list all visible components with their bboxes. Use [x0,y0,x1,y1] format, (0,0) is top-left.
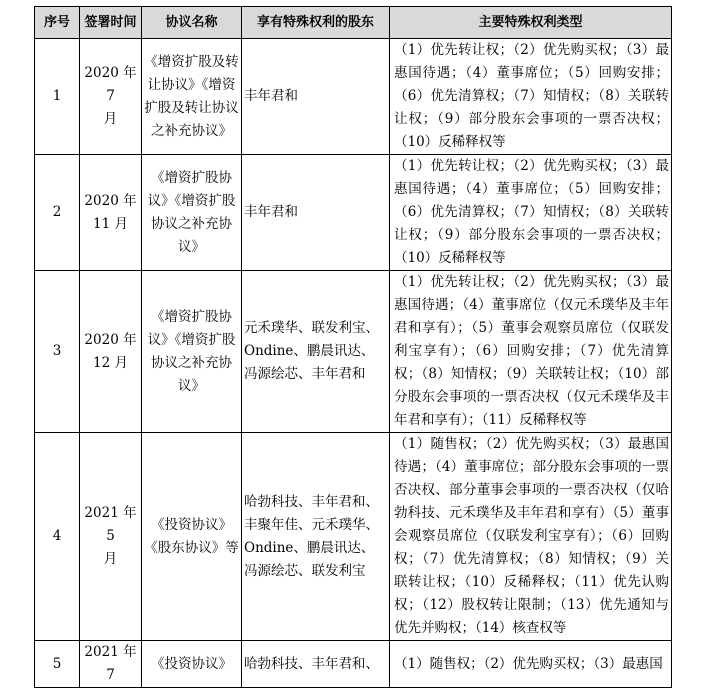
header-agreement: 协议名称 [142,7,242,39]
row-holders: 丰年君和 [242,155,390,271]
row-no: 4 [35,433,80,641]
special-rights-table [34,6,672,688]
row-holders: 哈勃科技、丰年君和、丰聚年佳、元禾璞华、Ondine、鹏晨讯达、冯源绘芯、联发利宝 [242,433,390,641]
row-agreement: 《增资扩股及转 让协议》《增资 扩股及转让协议 之补充协议》 [142,39,242,155]
row-no: 1 [35,39,80,155]
table-row [35,271,672,433]
row-holders: 哈勃科技、丰年君和、 [242,641,390,688]
table-row [35,433,672,641]
row-holders: 元禾璞华、联发利宝、Ondine、鹏晨讯达、冯源绘芯、丰年君和 [242,271,390,433]
header-no: 序号 [35,7,80,39]
table-row [35,39,672,155]
row-rights: （1）优先转让权；（2）优先购买权；（3）最惠国待遇；（4）董事席位；（5）回购安排；（6）优先清算权；（7）知情权；（8）关联转让权；（9）部分股东会事项的一票否决权；（10）反稀释权等 [390,39,672,155]
row-agreement: 《增资扩股协 议》《增资扩股 协议之补充协 议》 [142,271,242,433]
row-no: 5 [35,641,80,688]
header-date: 签署时间 [80,7,142,39]
header-holders: 享有特殊权利的股东 [242,7,390,39]
row-rights: （1）随售权；（2）优先购买权；（3）最惠国 [390,641,672,688]
row-date: 2020 年 11 月 [80,155,142,271]
row-date: 2021 年 7 [80,641,142,688]
row-agreement: 《投资协议》 《股东协议》等 [142,433,242,641]
row-agreement: 《投资协议》 [142,641,242,688]
row-agreement: 《增资扩股协 议》《增资扩股 协议之补充协 议》 [142,155,242,271]
row-rights: （1）优先转让权；（2）优先购买权；（3）最惠国待遇；（4）董事席位（仅元禾璞华及丰年君和享有）；（5）董事会观察员席位（仅联发利宝享有）；（6）回购安排；（7）优先清算权；（8）知情权；（9）关联转让权；（10）部分股东会事项的一票否决权（仅元禾璞华及丰年君和享有）；（11）反稀释权等 [390,271,672,433]
table-row [35,641,672,688]
row-holders: 丰年君和 [242,39,390,155]
header-rights: 主要特殊权利类型 [390,7,672,39]
table-row [35,155,672,271]
row-rights: （1）优先转让权；（2）优先购买权；（3）最惠国待遇；（4）董事席位；（5）回购安排；（6）优先清算权；（7）知情权；（8）关联转让权；（9）部分股东会事项的一票否决权；（10）反稀释权等 [390,155,672,271]
row-no: 3 [35,271,80,433]
row-date: 2020 年 12 月 [80,271,142,433]
row-rights: （1）随售权；（2）优先购买权；（3）最惠国待遇；（4）董事席位；部分股东会事项的一票否决权、部分董事会事项的一票否决权（仅哈勃科技、元禾璞华及丰年君和享有）（5）董事会观察员席位（仅联发利宝享有）；（6）回购权；（7）优先清算权；（8）知情权；（9）关联转让权；（10）反稀释权；（11）优先认购权；（12）股权转让限制；（13）优先通知与优先并购权；（14）核查权等 [390,433,672,641]
row-date: 2020 年 7 月 [80,39,142,155]
row-date: 2021 年 5 月 [80,433,142,641]
row-no: 2 [35,155,80,271]
table-header-row [35,7,672,39]
